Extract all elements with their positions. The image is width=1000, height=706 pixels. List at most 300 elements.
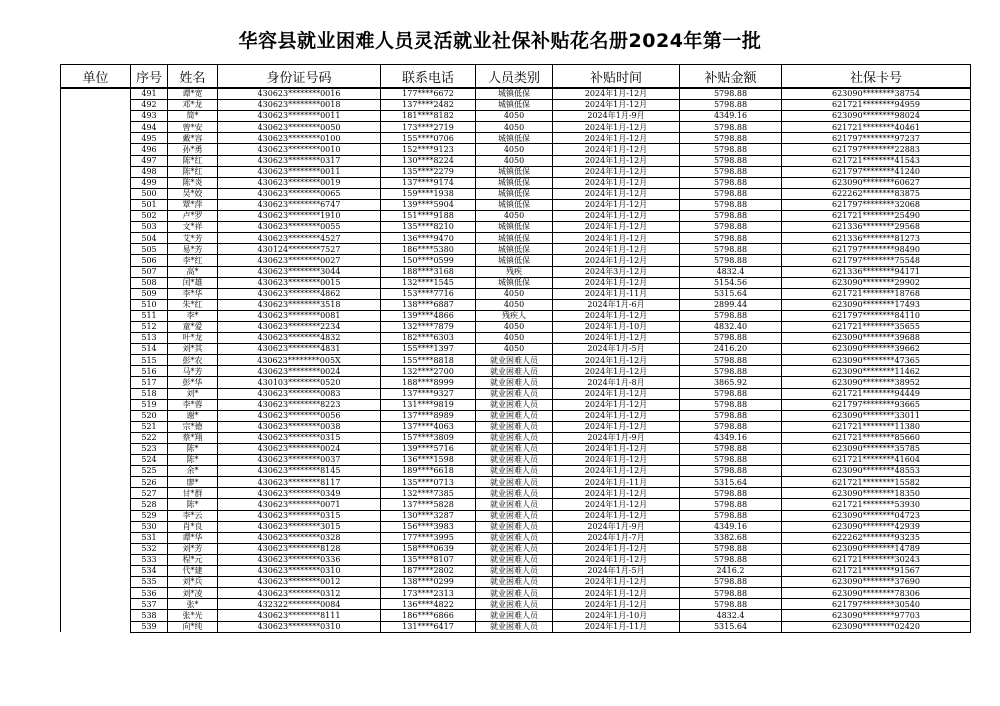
category-cell: 城镇低保 [476, 166, 553, 177]
card-number-cell: 621721********11380 [782, 421, 971, 432]
phone-cell: 186****5380 [381, 244, 476, 255]
card-number-cell: 621336********81273 [782, 233, 971, 244]
name-cell: 李*红 [168, 255, 218, 266]
table-row [61, 100, 971, 111]
category-cell: 就业困难人员 [476, 399, 553, 410]
category-cell: 就业困难人员 [476, 466, 553, 477]
card-number-cell: 621721********41543 [782, 155, 971, 166]
period-cell: 2024年1月-12月 [553, 510, 680, 521]
table-row [61, 366, 971, 377]
category-cell: 就业困难人员 [476, 421, 553, 432]
seq-cell: 492 [131, 100, 168, 111]
phone-cell: 139****5904 [381, 199, 476, 210]
card-number-cell: 621721********41604 [782, 455, 971, 466]
header-card-number: 社保卡号 [782, 65, 971, 89]
name-cell: 谢* [168, 410, 218, 421]
phone-cell: 137****9174 [381, 177, 476, 188]
id-number-cell: 430623********0310 [218, 621, 381, 632]
phone-cell: 188****8999 [381, 377, 476, 388]
id-number-cell: 430623********0011 [218, 166, 381, 177]
seq-cell: 517 [131, 377, 168, 388]
header-id-number: 身份证号码 [218, 65, 381, 89]
phone-cell: 151****9188 [381, 211, 476, 222]
seq-cell: 509 [131, 288, 168, 299]
period-cell: 2024年1月-12月 [553, 222, 680, 233]
card-number-cell: 623090********97703 [782, 610, 971, 621]
amount-cell: 5798.88 [680, 399, 782, 410]
card-number-cell: 621336********29568 [782, 222, 971, 233]
card-number-cell: 621721********15582 [782, 477, 971, 488]
period-cell: 2024年1月-12月 [553, 133, 680, 144]
period-cell: 2024年1月-11月 [553, 621, 680, 632]
phone-cell: 130****8224 [381, 155, 476, 166]
table-row [61, 355, 971, 366]
id-number-cell: 430623********0065 [218, 188, 381, 199]
id-number-cell: 430623********005X [218, 355, 381, 366]
id-number-cell: 430623********0081 [218, 310, 381, 321]
card-number-cell: 621797********98490 [782, 244, 971, 255]
category-cell: 就业困难人员 [476, 532, 553, 543]
seq-cell: 532 [131, 543, 168, 554]
amount-cell: 5798.88 [680, 188, 782, 199]
table-row [61, 144, 971, 155]
amount-cell: 5798.88 [680, 355, 782, 366]
id-number-cell: 430623********8128 [218, 543, 381, 554]
name-cell: 闰*雄 [168, 277, 218, 288]
category-cell: 就业困难人员 [476, 455, 553, 466]
seq-cell: 525 [131, 466, 168, 477]
table-row [61, 310, 971, 321]
amount-cell: 5798.88 [680, 333, 782, 344]
card-number-cell: 623090********02420 [782, 621, 971, 632]
category-cell: 4050 [476, 122, 553, 133]
table-row [61, 388, 971, 399]
card-number-cell: 621336********94171 [782, 266, 971, 277]
phone-cell: 136****9470 [381, 233, 476, 244]
name-cell: 谭*宽 [168, 88, 218, 100]
amount-cell: 5315.64 [680, 477, 782, 488]
seq-cell: 534 [131, 566, 168, 577]
seq-cell: 522 [131, 432, 168, 443]
header-phone: 联系电话 [381, 65, 476, 89]
table-row [61, 344, 971, 355]
id-number-cell: 430623********0012 [218, 577, 381, 588]
name-cell: 李* [168, 310, 218, 321]
table-row [61, 410, 971, 421]
card-number-cell: 623090********38754 [782, 88, 971, 100]
seq-cell: 516 [131, 366, 168, 377]
category-cell: 4050 [476, 321, 553, 332]
id-number-cell: 430623********1910 [218, 211, 381, 222]
header-amount: 补贴金额 [680, 65, 782, 89]
category-cell: 4050 [476, 211, 553, 222]
card-number-cell: 623090********42939 [782, 521, 971, 532]
id-number-cell: 430623********8145 [218, 466, 381, 477]
category-cell: 就业困难人员 [476, 388, 553, 399]
period-cell: 2024年1月-12月 [553, 554, 680, 565]
amount-cell: 5798.88 [680, 88, 782, 100]
name-cell: 向*纯 [168, 621, 218, 632]
period-cell: 2024年3月-12月 [553, 266, 680, 277]
seq-cell: 523 [131, 444, 168, 455]
table-row [61, 554, 971, 565]
period-cell: 2024年1月-8月 [553, 377, 680, 388]
id-number-cell: 430623********0317 [218, 155, 381, 166]
name-cell: 简* [168, 111, 218, 122]
id-number-cell: 430124********7527 [218, 244, 381, 255]
card-number-cell: 621721********85660 [782, 432, 971, 443]
name-cell: 陈* [168, 455, 218, 466]
table-row [61, 321, 971, 332]
phone-cell: 132****7385 [381, 488, 476, 499]
phone-cell: 137****5828 [381, 499, 476, 510]
phone-cell: 153****7716 [381, 288, 476, 299]
phone-cell: 137****9327 [381, 388, 476, 399]
id-number-cell: 430623********2234 [218, 321, 381, 332]
phone-cell: 132****2700 [381, 366, 476, 377]
card-number-cell: 621721********25490 [782, 211, 971, 222]
name-cell: 刘*芳 [168, 543, 218, 554]
phone-cell: 182****6303 [381, 333, 476, 344]
phone-cell: 137****4063 [381, 421, 476, 432]
category-cell: 就业困难人员 [476, 444, 553, 455]
phone-cell: 181****8182 [381, 111, 476, 122]
table-row [61, 266, 971, 277]
name-cell: 陈*红 [168, 155, 218, 166]
seq-cell: 504 [131, 233, 168, 244]
name-cell: 刘*凌 [168, 588, 218, 599]
name-cell: 陈*红 [168, 166, 218, 177]
card-number-cell: 623090********48553 [782, 466, 971, 477]
name-cell: 廖* [168, 477, 218, 488]
phone-cell: 188****3168 [381, 266, 476, 277]
period-cell: 2024年1月-12月 [553, 410, 680, 421]
seq-cell: 498 [131, 166, 168, 177]
period-cell: 2024年1月-12月 [553, 211, 680, 222]
name-cell: 彭*农 [168, 355, 218, 366]
id-number-cell: 430623********0010 [218, 144, 381, 155]
id-number-cell: 430623********3015 [218, 521, 381, 532]
amount-cell: 5798.88 [680, 455, 782, 466]
id-number-cell: 430103********0520 [218, 377, 381, 388]
seq-cell: 537 [131, 599, 168, 610]
phone-cell: 130****3287 [381, 510, 476, 521]
table-row [61, 255, 971, 266]
header-seq: 序号 [131, 65, 168, 89]
seq-cell: 513 [131, 333, 168, 344]
phone-cell: 137****8989 [381, 410, 476, 421]
table-row [61, 277, 971, 288]
card-number-cell: 621721********94959 [782, 100, 971, 111]
amount-cell: 5798.88 [680, 499, 782, 510]
category-cell: 城镇低保 [476, 199, 553, 210]
phone-cell: 186****6866 [381, 610, 476, 621]
name-cell: 李*蓉 [168, 399, 218, 410]
table-row [61, 621, 971, 632]
name-cell: 谭*华 [168, 532, 218, 543]
table-row [61, 166, 971, 177]
seq-cell: 515 [131, 355, 168, 366]
category-cell: 4050 [476, 288, 553, 299]
name-cell: 程*元 [168, 554, 218, 565]
card-number-cell: 623090********98024 [782, 111, 971, 122]
phone-cell: 135****8210 [381, 222, 476, 233]
period-cell: 2024年1月-12月 [553, 188, 680, 199]
category-cell: 就业困难人员 [476, 610, 553, 621]
phone-cell: 155****1397 [381, 344, 476, 355]
id-number-cell: 430623********6747 [218, 199, 381, 210]
table-row [61, 177, 971, 188]
id-number-cell: 430623********0011 [218, 111, 381, 122]
category-cell: 就业困难人员 [476, 477, 553, 488]
seq-cell: 524 [131, 455, 168, 466]
id-number-cell: 430623********0037 [218, 455, 381, 466]
amount-cell: 5798.88 [680, 177, 782, 188]
name-cell: 张*光 [168, 610, 218, 621]
table-row [61, 244, 971, 255]
phone-cell: 155****8818 [381, 355, 476, 366]
period-cell: 2024年1月-11月 [553, 477, 680, 488]
roster-body [61, 88, 971, 632]
id-number-cell: 430623********0019 [218, 177, 381, 188]
amount-cell: 2416.2 [680, 566, 782, 577]
card-number-cell: 623090********17493 [782, 299, 971, 310]
period-cell: 2024年1月-12月 [553, 444, 680, 455]
amount-cell: 5315.64 [680, 621, 782, 632]
amount-cell: 3382.68 [680, 532, 782, 543]
card-number-cell: 621721********91567 [782, 566, 971, 577]
period-cell: 2024年1月-12月 [553, 355, 680, 366]
phone-cell: 138****0299 [381, 577, 476, 588]
phone-cell: 135****0713 [381, 477, 476, 488]
id-number-cell: 430623********0056 [218, 410, 381, 421]
id-number-cell: 430623********8111 [218, 610, 381, 621]
name-cell: 陈* [168, 444, 218, 455]
category-cell: 就业困难人员 [476, 499, 553, 510]
name-cell: 邓*龙 [168, 100, 218, 111]
phone-cell: 156****3983 [381, 521, 476, 532]
seq-cell: 499 [131, 177, 168, 188]
table-row [61, 599, 971, 610]
id-number-cell: 430623********0336 [218, 554, 381, 565]
period-cell: 2024年1月-12月 [553, 455, 680, 466]
category-cell: 4050 [476, 299, 553, 310]
phone-cell: 135****2279 [381, 166, 476, 177]
name-cell: 肖*良 [168, 521, 218, 532]
table-row [61, 288, 971, 299]
name-cell: 艾*芳 [168, 233, 218, 244]
name-cell: 戴*容 [168, 133, 218, 144]
name-cell: 张* [168, 599, 218, 610]
seq-cell: 497 [131, 155, 168, 166]
phone-cell: 159****1938 [381, 188, 476, 199]
table-row [61, 566, 971, 577]
seq-cell: 536 [131, 588, 168, 599]
period-cell: 2024年1月-12月 [553, 588, 680, 599]
name-cell: 吴*姣 [168, 188, 218, 199]
name-cell: 叶*龙 [168, 333, 218, 344]
name-cell: 李*华 [168, 288, 218, 299]
amount-cell: 5798.88 [680, 488, 782, 499]
category-cell: 就业困难人员 [476, 521, 553, 532]
period-cell: 2024年1月-12月 [553, 244, 680, 255]
phone-cell: 131****9819 [381, 399, 476, 410]
category-cell: 4050 [476, 144, 553, 155]
amount-cell: 5798.88 [680, 599, 782, 610]
category-cell: 城镇低保 [476, 133, 553, 144]
category-cell: 城镇低保 [476, 233, 553, 244]
period-cell: 2024年1月-12月 [553, 144, 680, 155]
seq-cell: 511 [131, 310, 168, 321]
amount-cell: 5798.88 [680, 410, 782, 421]
category-cell: 4050 [476, 155, 553, 166]
table-row [61, 510, 971, 521]
amount-cell: 4832.4 [680, 266, 782, 277]
header-category: 人员类别 [476, 65, 553, 89]
table-row [61, 399, 971, 410]
card-number-cell: 623090********35785 [782, 444, 971, 455]
phone-cell: 177****3995 [381, 532, 476, 543]
seq-cell: 521 [131, 421, 168, 432]
period-cell: 2024年1月-10月 [553, 610, 680, 621]
phone-cell: 135****8107 [381, 554, 476, 565]
seq-cell: 538 [131, 610, 168, 621]
category-cell: 就业困难人员 [476, 566, 553, 577]
card-number-cell: 623090********37690 [782, 577, 971, 588]
amount-cell: 4349.16 [680, 432, 782, 443]
card-number-cell: 621797********22883 [782, 144, 971, 155]
card-number-cell: 621797********84110 [782, 310, 971, 321]
header-period: 补贴时间 [553, 65, 680, 89]
seq-cell: 496 [131, 144, 168, 155]
name-cell: 余* [168, 466, 218, 477]
id-number-cell: 430623********3518 [218, 299, 381, 310]
seq-cell: 493 [131, 111, 168, 122]
period-cell: 2024年1月-12月 [553, 366, 680, 377]
seq-cell: 506 [131, 255, 168, 266]
period-cell: 2024年1月-5月 [553, 344, 680, 355]
period-cell: 2024年1月-12月 [553, 543, 680, 554]
seq-cell: 533 [131, 554, 168, 565]
period-cell: 2024年1月-12月 [553, 599, 680, 610]
amount-cell: 5798.88 [680, 588, 782, 599]
table-row [61, 488, 971, 499]
period-cell: 2024年1月-12月 [553, 333, 680, 344]
amount-cell: 5798.88 [680, 554, 782, 565]
seq-cell: 535 [131, 577, 168, 588]
category-cell: 城镇低保 [476, 255, 553, 266]
name-cell: 陈* [168, 499, 218, 510]
phone-cell: 131****6417 [381, 621, 476, 632]
category-cell: 就业困难人员 [476, 588, 553, 599]
table-row [61, 432, 971, 443]
category-cell: 就业困难人员 [476, 554, 553, 565]
category-cell: 就业困难人员 [476, 621, 553, 632]
phone-cell: 139****4866 [381, 310, 476, 321]
id-number-cell: 430623********8223 [218, 399, 381, 410]
period-cell: 2024年1月-11月 [553, 288, 680, 299]
phone-cell: 177****6672 [381, 88, 476, 100]
table-row [61, 88, 971, 100]
category-cell: 就业困难人员 [476, 543, 553, 554]
amount-cell: 5798.88 [680, 388, 782, 399]
period-cell: 2024年1月-12月 [553, 499, 680, 510]
card-number-cell: 621721********53930 [782, 499, 971, 510]
seq-cell: 503 [131, 222, 168, 233]
period-cell: 2024年1月-12月 [553, 399, 680, 410]
period-cell: 2024年1月-6月 [553, 299, 680, 310]
name-cell: 童*爱 [168, 321, 218, 332]
id-number-cell: 430623********4831 [218, 344, 381, 355]
phone-cell: 173****2719 [381, 122, 476, 133]
table-row [61, 588, 971, 599]
amount-cell: 2416.20 [680, 344, 782, 355]
phone-cell: 189****6618 [381, 466, 476, 477]
phone-cell: 136****4822 [381, 599, 476, 610]
seq-cell: 531 [131, 532, 168, 543]
period-cell: 2024年1月-12月 [553, 199, 680, 210]
phone-cell: 132****1545 [381, 277, 476, 288]
seq-cell: 502 [131, 211, 168, 222]
name-cell: 曾*安 [168, 122, 218, 133]
card-number-cell: 623090********11462 [782, 366, 971, 377]
name-cell: 朱*红 [168, 299, 218, 310]
amount-cell: 5798.88 [680, 510, 782, 521]
id-number-cell: 430623********0315 [218, 432, 381, 443]
id-number-cell: 430623********4527 [218, 233, 381, 244]
amount-cell: 5798.88 [680, 155, 782, 166]
table-row [61, 222, 971, 233]
seq-cell: 520 [131, 410, 168, 421]
amount-cell: 5798.88 [680, 100, 782, 111]
page-title: 华容县就业困难人员灵活就业社保补贴花名册2024年第一批 [238, 30, 762, 52]
name-cell: 刘*兵 [168, 577, 218, 588]
category-cell: 城镇低保 [476, 188, 553, 199]
period-cell: 2024年1月-5月 [553, 566, 680, 577]
amount-cell: 5315.64 [680, 288, 782, 299]
amount-cell: 5798.88 [680, 577, 782, 588]
seq-cell: 505 [131, 244, 168, 255]
table-row [61, 333, 971, 344]
header-name: 姓名 [168, 65, 218, 89]
period-cell: 2024年1月-12月 [553, 488, 680, 499]
period-cell: 2024年1月-12月 [553, 310, 680, 321]
id-number-cell: 430623********0038 [218, 421, 381, 432]
category-cell: 城镇低保 [476, 88, 553, 100]
period-cell: 2024年1月-10月 [553, 321, 680, 332]
period-cell: 2024年1月-12月 [553, 233, 680, 244]
category-cell: 城镇低保 [476, 277, 553, 288]
amount-cell: 5798.88 [680, 233, 782, 244]
category-cell: 就业困难人员 [476, 488, 553, 499]
seq-cell: 526 [131, 477, 168, 488]
phone-cell: 187****2802 [381, 566, 476, 577]
card-number-cell: 623090********60627 [782, 177, 971, 188]
table-row [61, 499, 971, 510]
table-row [61, 111, 971, 122]
category-cell: 4050 [476, 111, 553, 122]
period-cell: 2024年1月-12月 [553, 255, 680, 266]
phone-cell: 132****7879 [381, 321, 476, 332]
seq-cell: 510 [131, 299, 168, 310]
category-cell: 城镇低保 [476, 222, 553, 233]
seq-cell: 518 [131, 388, 168, 399]
card-number-cell: 621721********30243 [782, 554, 971, 565]
amount-cell: 5798.88 [680, 144, 782, 155]
category-cell: 就业困难人员 [476, 577, 553, 588]
table-row [61, 466, 971, 477]
phone-cell: 150****0599 [381, 255, 476, 266]
